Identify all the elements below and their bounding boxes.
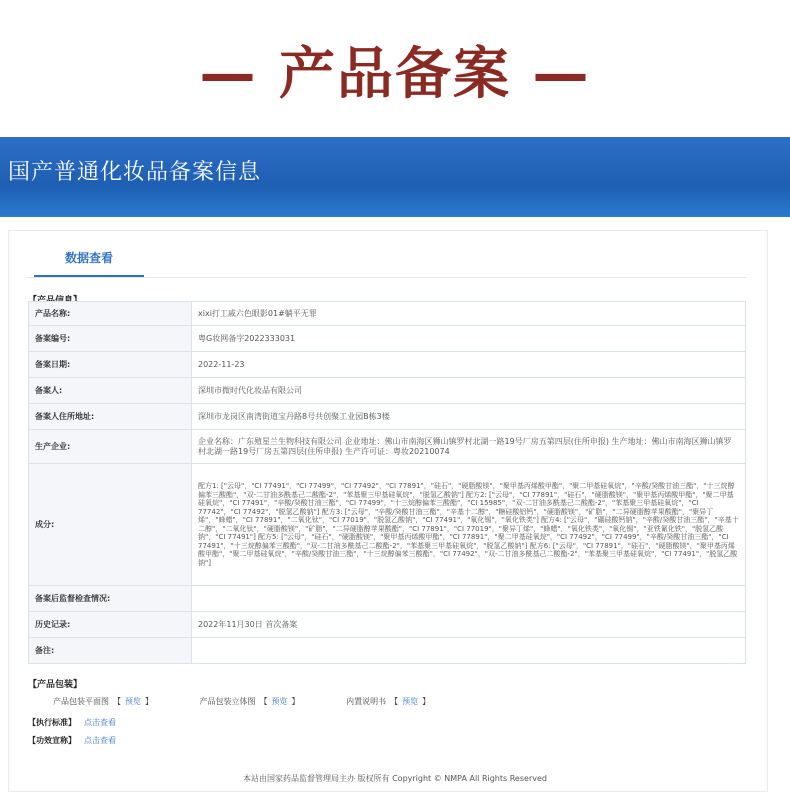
preview-link-manual[interactable]: 预览 — [402, 697, 419, 706]
table-row — [29, 464, 746, 586]
hero-header — [0, 0, 790, 135]
efficacy-link[interactable]: 点击查看 — [84, 736, 116, 745]
row-label: 产品名称: — [29, 302, 192, 326]
row-label: 历史记录: — [29, 612, 192, 638]
table-row — [29, 612, 746, 638]
packaging-item-label: 产品包装立体图 — [199, 697, 256, 706]
tab-bar — [27, 241, 747, 278]
product-info-table — [28, 301, 746, 664]
registrant-address-value: 深圳市龙岗区南湾街道宝丹路8号共创聚工业园B栋3楼 — [192, 404, 746, 430]
standard-row — [28, 717, 116, 728]
history-value: 2022年11月30日 首次备案 — [192, 612, 746, 638]
packaging-item-label: 产品包装平面图 — [53, 697, 109, 706]
site-banner — [0, 137, 790, 217]
ingredients-value: 配方1: ["云母"，"CI 77491"，"CI 77499"，"CI 77492"，"CI 77891"，"硅石"，"硬脂酸镁"，"聚甲基丙烯酸甲酯"，"聚二甲基硅氧烷"，"辛酸/癸酸甘油三酯"，"十三烷醇偏苯三酸酯"，"双-二甘油多酰基己二酸酯-2"，"苯基聚三甲基硅氧烷"，"脱氢乙酸钠"] 配方2: ["云母"，"CI 77891"，"硅石"，"硬脂酸镁"，"聚甲基丙烯酸甲酯"，"聚二甲基硅氧烷"，"CI 77491"，"辛酸/癸酸甘油三酯"，"CI 77499"，"十三烷醇偏苯三酸酯"，"CI 15985"，"双-二甘油多酰基己二酸酯-2"，"苯基聚三甲基硅氧烷"，"CI 77742"，"CI 77492"，"脱氢乙酸钠"] 配方3: ["云母"，"辛酸/癸酸甘油三酯"，"辛基十二醇"，"糖硅酸铝钙"，"硬脂酸镁"，"矿脂"，"二异硬脂醇苹果酸酯"，"聚异丁烯"，"蜂蜡"，"CI 77891"，"二氧化钛"，"CI 77019"，"脱氢乙酸钠"，"CI 77491"，"氧化锡"，"氧化铁类"] 配方4: ["云母"，"硼硅酸钙钠"，"辛酸/癸酸甘油三酯"，"辛基十二醇"，"二氧化钛"，"硬脂酸镁"，"矿脂"，"二异硬脂醇苹果酸酯"，"CI 77891"，"CI 77019"，"聚异丁烯"，"蜂蜡"，"氧化铁类"，"氧化锡"，"亚铁氰化铁"，"脱氢乙酸钠"，"CI 77491"] 配方5: ["云母"，"硅石"，"硬脂酸镁"，"聚甲基丙烯酸甲酯"，"CI 77891"，"聚二甲基硅氧烷"，"CI 77492"，"CI 77499"，"辛酸/癸酸甘油三酯"，"CI 77491"，"十三烷醇偏苯三酸酯"，"双-二甘油多酰基己二酸酯-2"，"苯基聚三甲基硅氧烷"，"脱氢乙酸钠"] 配方6: ["云母"，"CI 77891"，"硅石"，"硬脂酸镁"，"聚甲基丙烯酸甲酯"，"聚二甲基硅氧烷"，"辛酸/癸酸甘油三酯"，"十三烷醇偏苯三酸酯"，"CI 77492"，"双-二甘油多酰基己二酸酯-2"，"苯基聚三甲基硅氧烷"，"CI 77491"，"脱氢乙酸钠"] — [192, 464, 746, 586]
product-name-value: xixi打工戚六色眼影01#躺平无罪 — [192, 302, 746, 326]
hero-title: — 产品备案 — — [199, 42, 591, 107]
standard-link[interactable]: 点击查看 — [84, 718, 116, 727]
row-label: 备案日期: — [29, 352, 192, 378]
row-label: 备案人: — [29, 378, 192, 404]
standard-label: 【执行标准】 — [28, 718, 76, 727]
content-panel — [8, 230, 768, 792]
table-row — [29, 378, 746, 404]
table-row — [29, 586, 746, 612]
manufacturer-value: 企业名称：广东殖星兰生物科技有限公司 企业地址：佛山市南海区狮山镇罗村北湖一路19号厂房五第四层(住所申报) 生产地址：佛山市南海区狮山镇罗村北湖一路19号厂房五第四层(住所申报) 生产许可证：粤妆20210074 — [192, 430, 746, 464]
record-number-value: 粤G妆网备字2022333031 — [192, 326, 746, 352]
tab-data-view[interactable]: 数据查看 — [34, 241, 144, 277]
row-label: 备案后监督检查情况: — [29, 586, 192, 612]
remarks-value — [192, 638, 746, 664]
table-row — [29, 638, 746, 664]
efficacy-label: 【功效宣称】 — [28, 736, 76, 745]
efficacy-row — [28, 735, 116, 746]
preview-link-flat[interactable]: 预览 — [125, 697, 141, 706]
preview-link-3d[interactable]: 预览 — [271, 697, 288, 706]
packaging-section-label: 【产品包装】 — [28, 680, 83, 690]
table-row — [29, 352, 746, 378]
row-label: 备案编号: — [29, 326, 192, 352]
table-row — [29, 430, 746, 464]
registrant-value: 深圳市微时代化妆品有限公司 — [192, 378, 746, 404]
table-row — [29, 404, 746, 430]
table-row — [29, 302, 746, 326]
packaging-item-label: 内置说明书 — [346, 697, 387, 706]
row-label: 备案人住所地址: — [29, 404, 192, 430]
packaging-links: 产品包装平面图 【 预览 】 产品包装立体图 【 预览 】 内置说明书 【 预览 】 — [53, 697, 431, 706]
record-date-value: 2022-11-23 — [192, 352, 746, 378]
supervision-value — [192, 586, 746, 612]
banner-title: 国产普通化妆品备案信息 — [8, 160, 262, 185]
row-label: 成分: — [29, 464, 192, 586]
table-row — [29, 326, 746, 352]
footer-copyright: 本站由国家药品监督管理局主办 版权所有 Copyright © NMPA All Rights Reserved — [243, 774, 547, 783]
row-label: 备注: — [29, 638, 192, 664]
row-label: 生产企业: — [29, 430, 192, 464]
